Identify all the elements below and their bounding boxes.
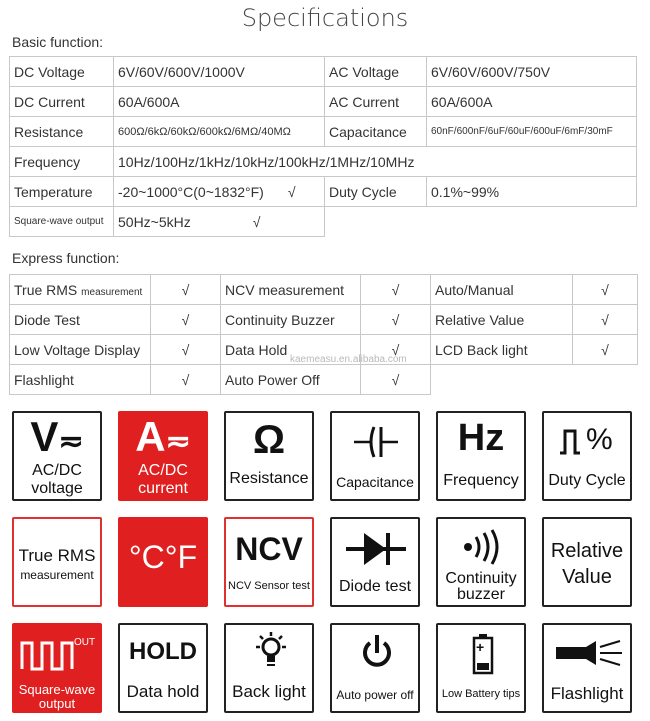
empty-cell — [325, 207, 427, 237]
frequency-tile — [436, 411, 526, 501]
ncv-symbol: NCV — [235, 531, 303, 567]
buzzer-icon — [462, 529, 502, 565]
relative-check: √ — [573, 305, 638, 335]
sun-icon — [254, 631, 288, 671]
celsius-symbol: °C — [128, 539, 165, 575]
relative-tile-line2: Value — [562, 566, 612, 588]
square-wave-check: √ — [252, 213, 261, 230]
express-function-heading: Express function: — [12, 250, 120, 266]
ac-current-label: AC Current — [325, 87, 427, 117]
ac-dc-wave-icon: ≂ — [58, 425, 84, 458]
auto-power-label: Auto Power Off — [221, 365, 361, 395]
relative-tile — [542, 517, 632, 607]
empty-cell — [431, 365, 573, 395]
square-tile-line2: output — [38, 696, 76, 711]
capacitor-icon — [354, 425, 398, 459]
flashlight-icon — [554, 639, 624, 667]
watermark: kaemeasu.en.alibaba.com — [290, 354, 407, 365]
diode-tile-label: Diode test — [338, 578, 412, 595]
basic-function-table — [9, 56, 637, 237]
rms-label — [10, 275, 151, 305]
flashlight-label: Flashlight — [10, 365, 151, 395]
continuity-tile-line2: buzzer — [456, 586, 506, 603]
square-wave-range: 50Hz~5kHz — [118, 213, 191, 230]
rms-tile-line1: True RMS — [18, 546, 96, 565]
dc-current-label: DC Current — [10, 87, 114, 117]
back-light-tile — [224, 623, 314, 713]
data-hold-tile — [118, 623, 208, 713]
duty-cycle-tile-label: Duty Cycle — [548, 472, 626, 489]
ncv-tile — [224, 517, 314, 607]
frequency-tile-label: Frequency — [443, 472, 519, 489]
low-voltage-check: √ — [151, 335, 221, 365]
pulse-icon — [558, 427, 586, 455]
duty-cycle-label: Duty Cycle — [325, 177, 427, 207]
ncv-label: NCV measurement — [221, 275, 361, 305]
express-function-table — [9, 274, 638, 395]
low-voltage-label: Low Voltage Display — [10, 335, 151, 365]
square-out-label: OUT — [74, 637, 96, 648]
square-wave-icon — [20, 639, 76, 671]
dc-voltage-value: 6V/60V/600V/1000V — [114, 57, 325, 87]
continuity-check: √ — [361, 305, 431, 335]
rms-main: True RMS — [14, 281, 78, 298]
square-tile-line1: Square-wave — [18, 682, 96, 697]
ac-dc-current-tile — [118, 411, 208, 501]
lcd-check: √ — [573, 335, 638, 365]
dc-voltage-label: DC Voltage — [10, 57, 114, 87]
true-rms-tile — [12, 517, 102, 607]
ac-voltage-value: 6V/60V/600V/750V — [427, 57, 637, 87]
ac-current-value: 60A/600A — [427, 87, 637, 117]
a-line2: current — [138, 480, 188, 497]
capacitance-label: Capacitance — [325, 117, 427, 147]
duty-cycle-value: 0.1%~99% — [427, 177, 637, 207]
temperature-label: Temperature — [10, 177, 114, 207]
percent-symbol: % — [586, 423, 613, 456]
auto-power-off-tile-label: Auto power off — [336, 688, 414, 702]
ohm-icon: Ω — [252, 418, 286, 462]
ncv-check: √ — [361, 275, 431, 305]
low-battery-tile-label: Low Battery tips — [441, 688, 521, 700]
continuity-label: Continuity Buzzer — [221, 305, 361, 335]
empty-cell — [573, 365, 638, 395]
a-line1: AC/DC — [138, 462, 188, 479]
square-wave-tile — [12, 623, 102, 713]
data-hold-tile-label: Data hold — [126, 682, 200, 701]
frequency-label: Frequency — [10, 147, 114, 177]
diode-tile — [330, 517, 420, 607]
auto-power-off-tile — [330, 623, 420, 713]
capacitance-tile-label: Capacitance — [336, 474, 414, 490]
basic-function-heading: Basic function: — [12, 34, 104, 50]
frequency-value: 10Hz/100Hz/1kHz/10kHz/100kHz/1MHz/10MHz — [114, 147, 637, 177]
empty-cell — [427, 207, 637, 237]
rms-tile-line2: measurement — [20, 568, 94, 582]
auto-manual-label: Auto/Manual — [431, 275, 573, 305]
square-wave-value — [114, 207, 325, 237]
v-line2: voltage — [31, 480, 83, 497]
diode-check: √ — [151, 305, 221, 335]
temperature-symbols — [120, 541, 206, 575]
lcd-label: LCD Back light — [431, 335, 573, 365]
auto-power-check: √ — [361, 365, 431, 395]
auto-manual-check: √ — [573, 275, 638, 305]
flashlight-check: √ — [151, 365, 221, 395]
power-icon — [360, 633, 394, 671]
capacitance-value: 60nF/600nF/6uF/60uF/600uF/6mF/30mF — [427, 117, 637, 147]
resistance-label: Resistance — [10, 117, 114, 147]
hold-symbol: HOLD — [129, 638, 197, 665]
page-title: Specifications — [241, 4, 409, 32]
v-symbol: V≂ — [30, 413, 84, 460]
resistance-tile-label: Resistance — [229, 470, 309, 487]
ac-dc-voltage-tile — [12, 411, 102, 501]
square-wave-label: Square-wave output — [10, 207, 114, 237]
data-hold-label: Data Hold — [221, 335, 361, 365]
diode-icon — [346, 531, 406, 567]
duty-cycle-tile — [542, 411, 632, 501]
v-line1: AC/DC — [32, 462, 82, 479]
temperature-check: √ — [287, 183, 296, 200]
flashlight-tile — [542, 623, 632, 713]
relative-label: Relative Value — [431, 305, 573, 335]
capacitance-tile — [330, 411, 420, 501]
a-symbol: A≂ — [135, 413, 191, 460]
hz-symbol: Hz — [457, 417, 505, 459]
continuity-tile-line1: Continuity — [445, 570, 517, 587]
ac-dc-wave-icon: ≂ — [165, 425, 191, 458]
temperature-value — [114, 177, 325, 207]
resistance-tile — [224, 411, 314, 501]
flashlight-tile-label: Flashlight — [550, 684, 624, 703]
dc-current-value: 60A/600A — [114, 87, 325, 117]
ac-voltage-label: AC Voltage — [325, 57, 427, 87]
relative-tile-line1: Relative — [550, 540, 624, 562]
fahrenheit-symbol: °F — [164, 539, 198, 575]
rms-sub: measurement — [81, 286, 143, 298]
battery-plus: + — [476, 639, 485, 655]
low-battery-tile — [436, 623, 526, 713]
temperature-tile — [118, 517, 208, 607]
diode-label: Diode Test — [10, 305, 151, 335]
back-light-tile-label: Back light — [232, 682, 306, 701]
data-hold-check: √ — [361, 335, 431, 365]
temperature-range: -20~1000°C(0~1832°F) — [118, 183, 264, 200]
rms-check: √ — [151, 275, 221, 305]
ncv-tile-label: NCV Sensor test — [228, 580, 310, 592]
resistance-value: 600Ω/6kΩ/60kΩ/600kΩ/6MΩ/40MΩ — [114, 117, 325, 147]
continuity-tile — [436, 517, 526, 607]
